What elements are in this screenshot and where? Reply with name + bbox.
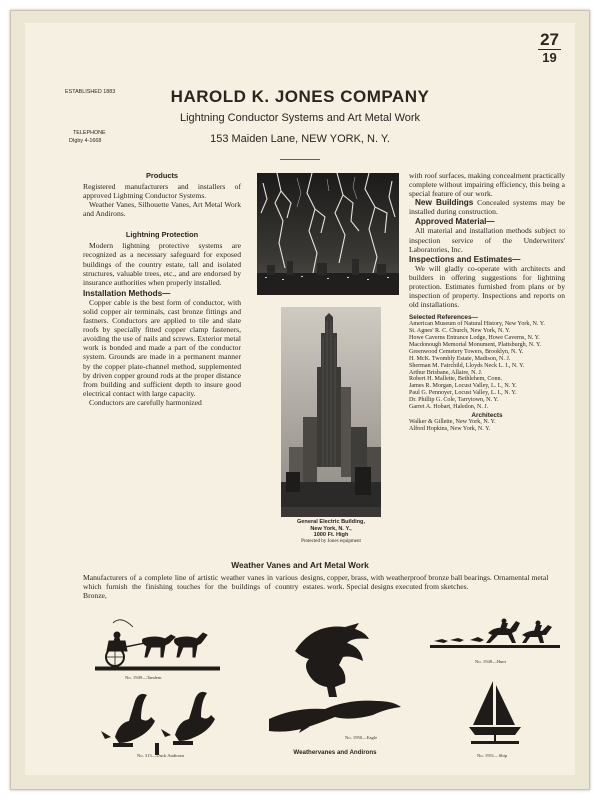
company-name: HAROLD K. JONES COMPANY (170, 87, 430, 106)
reference-item: Greenwood Cemetery Towers, Brooklyn, N. Y. (409, 348, 524, 355)
lightning-image (257, 173, 399, 295)
caption-line-4: Protected by Jones equipment (301, 538, 361, 544)
reference-item: H. McK. Twombly Estate, Madison, N. J. (409, 355, 511, 362)
tandem-label: No. 1949—Tandem (125, 675, 162, 680)
installation-methods-text-2: Conductors are carefully harmonized (89, 397, 202, 407)
established-note: ESTABLISHED 1883 (65, 89, 116, 95)
inspections-heading: Inspections and Estimates— (409, 254, 521, 264)
telephone-number: DIgby 4-1668 (69, 138, 102, 144)
tandem-vane (95, 613, 220, 678)
column-left (83, 171, 241, 407)
inspections-text: We will gladly co-operate with architects and builders in offering suggestions for lightning protection. Estimates furnished from plans or by inspection of property. Inspections and reports on old installations. (409, 263, 565, 310)
new-buildings-heading: New Buildings (415, 198, 474, 208)
reference-item: Robert H. Mallette, Bethlehem, Conn. (409, 376, 503, 383)
architect-item: Alfred Hopkins, New York, N. Y. (409, 425, 491, 432)
references-list (409, 321, 565, 411)
caption-line-3: 1000 Ft. High (313, 532, 349, 539)
hunt-scene-icon (430, 611, 560, 653)
reference-item: Paul G. Pennoyer, Locust Valley, L. I., N. Y. (409, 390, 517, 397)
duck-icon (95, 687, 225, 757)
reference-item: American Museum of Natural History, New York, N. Y. (409, 321, 545, 328)
page-number-top: 27 (540, 30, 559, 49)
ship-label: No. 1951—Ship (477, 753, 508, 758)
products-heading: Products (145, 171, 179, 180)
reference-item: St. Agnes' R. C. Church, New York, N. Y. (409, 328, 511, 335)
lightning-protection-heading: Lightning Protection (125, 230, 199, 240)
caption-line-1: General Electric Building, (296, 519, 366, 525)
hunt-label: No. 1948—Hunt (475, 659, 506, 664)
architects-list (409, 419, 565, 433)
continued-text: with roof surfaces, making concealment practically complete without impairing efficiency, this being a special feature of our work. (409, 171, 565, 199)
telephone-label: TELEPHONE (73, 130, 106, 136)
approved-material-heading: Approved Material— (415, 217, 495, 227)
references-heading: Selected References— (409, 314, 478, 322)
weather-vanes-text-left: Manufacturers of a complete line of artistic weather vanes in various designs, which furnish the finishing touches for the buildings of country estates. Bronze, (83, 573, 325, 601)
eagle-label: No. 1950—Eagle (345, 735, 378, 740)
page-frame (10, 10, 590, 790)
weathervanes-caption: Weathervanes and Andirons (293, 749, 377, 756)
new-buildings-text: Concealed systems may be installed during construction. (409, 198, 565, 217)
ship-vane (465, 677, 525, 752)
eagle-vane (265, 621, 405, 744)
ducks-label: No. 315—Duck Andirons (137, 753, 185, 758)
reference-item: Dr. Phillip G. Cole, Tarrytown, N. Y. (409, 397, 499, 404)
reference-item: Arthur Brisbane, Allaire, N. J. (409, 369, 483, 376)
catalog-page (25, 23, 575, 775)
approved-material-text: All material and installation methods subject to inspection service of the Underwriters' Laboratories, Inc. (409, 226, 565, 254)
company-address: 153 Maiden Lane, NEW YORK, N. Y. (210, 133, 390, 145)
installation-methods-text: Copper cable is the best form of conductor, with solid copper air terminals, cast bronze fittings and fastners. Conductors are applied to tile and slate roofs by specially fitted copper clamp fasteners, avoiding the use of nails and screws. Exterior metal work is bonded and made a part of the conductor system. Grounds are made in a permanent manner by the copper plate-channel method, supplemented by driven copper ground rods at the proper distance from building and sufficient depth to insure good electrical contact with large capacity. (83, 297, 241, 398)
building-photo (281, 307, 381, 517)
column-right (409, 171, 565, 433)
photo-caption (281, 519, 381, 545)
company-tagline: Lightning Conductor Systems and Art Metal Work (179, 112, 421, 124)
page-number (538, 31, 561, 66)
new-buildings-para (409, 198, 565, 216)
tandem-carriage-icon (95, 613, 220, 673)
header-divider (280, 159, 320, 160)
weather-vanes-text-right: copper, brass, with weatherproof bronze ball bearings. Ornamental metal work. Special designs executed from sketches. (327, 573, 549, 592)
caption-line-2: New York, N. Y., (310, 525, 352, 532)
page-number-bottom: 19 (542, 50, 557, 65)
hunt-vane (430, 611, 560, 658)
products-text: Registered manufacturers and installers of approved Lightning Conductor Systems. (83, 182, 241, 201)
products-text-2: Weather Vanes, Silhouette Vanes, Art Metal Work and Andirons. (83, 200, 241, 219)
reference-item: Sherman M. Fairchild, Lloyds Neck L. I., N. Y. (409, 362, 525, 369)
reference-item: Garret A. Hobart, Haledon, N. J. (409, 404, 489, 411)
architects-heading: Architects (471, 412, 503, 419)
reference-item: Howe Caverns Entrance Lodge, Howe Caverns, N. Y. (409, 335, 540, 342)
weather-vanes-heading: Weather Vanes and Art Metal Work (231, 560, 369, 570)
building-image (281, 307, 381, 517)
sailboat-icon (465, 677, 525, 747)
reference-item: Macdonough Memorial Monument, Plattsburgh, N. Y. (409, 341, 542, 348)
architect-item: Walker & Gillette, New York, N. Y. (409, 419, 496, 425)
eagle-icon (265, 621, 405, 739)
reference-item: James R. Morgan, Locust Valley, L. I., N. Y. (409, 383, 517, 390)
lightning-photo (257, 173, 399, 295)
installation-methods-heading: Installation Methods— (83, 288, 171, 298)
lightning-protection-text: Modern lightning protective systems are recognized as a necessary safeguard for exposed buildings of the country estate, tall and isolated structures, valuable trees, etc., and are endorsed by insurance authorities when properly installed. (83, 241, 241, 287)
duck-andirons (95, 687, 225, 762)
